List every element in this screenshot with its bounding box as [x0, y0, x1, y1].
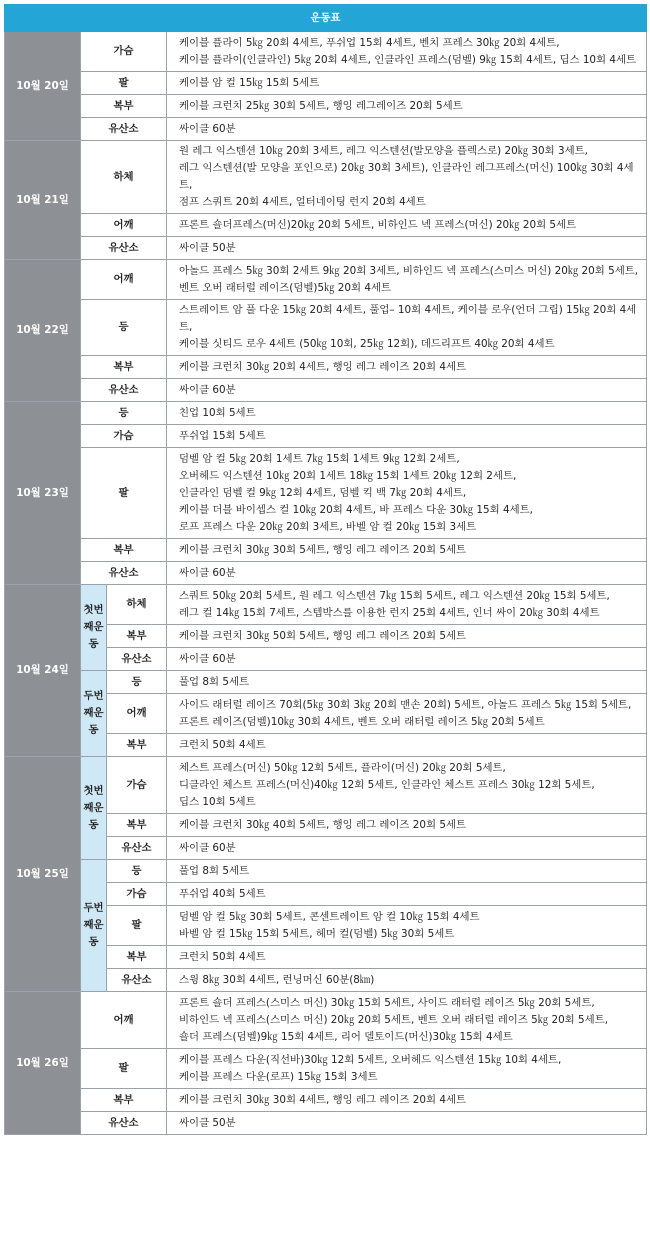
exercise-line: 덤벨 암 컬 5㎏ 30회 5세트, 콘센트레이트 암 컬 10㎏ 15회 4세트: [179, 910, 480, 923]
body-part: 팔: [107, 906, 167, 946]
exercise-cell: [167, 379, 647, 402]
exercise-line: 프론트 숄더 프레스(스미스 머신) 30㎏ 15회 5세트, 사이드 래터럴 레이즈 5㎏ 20회 5세트,: [179, 996, 595, 1009]
exercise-line: 케이블 프레스 다운(로프) 15㎏ 15회 3세트: [179, 1070, 378, 1083]
exercise-line: 로프 프레스 다운 20㎏ 20회 3세트, 바벨 암 컬 20㎏ 15회 3세트: [179, 520, 477, 533]
exercise-cell: [167, 356, 647, 379]
table-row: [5, 757, 647, 814]
exercise-line: 스쿼트 50㎏ 20회 5세트, 원 레그 익스텐션 7㎏ 15회 5세트, 레그 익스텐션 20㎏ 15회 5세트,: [179, 589, 610, 602]
exercise-line: 인클라인 덤벨 컬 9㎏ 12회 4세트, 덤벨 킥 백 7㎏ 20회 4세트,: [179, 486, 467, 499]
exercise-cell: [167, 757, 647, 814]
exercise-cell: [167, 969, 647, 992]
exercise-cell: [167, 1112, 647, 1135]
exercise-cell: [167, 946, 647, 969]
body-part: 복부: [81, 356, 167, 379]
exercise-cell: [167, 539, 647, 562]
exercise-line: 딥스 10회 5세트: [179, 795, 256, 808]
exercise-line: 오버헤드 익스텐션 10㎏ 20회 1세트 18㎏ 15회 1세트 20㎏ 12회 2세트,: [179, 469, 517, 482]
exercise-line: 체스트 프레스(머신) 50㎏ 12회 5세트, 플라이(머신) 20㎏ 20회 5세트,: [179, 761, 506, 774]
exercise-line: 케이블 플라이 5㎏ 20회 4세트, 푸쉬업 15회 4세트, 벤치 프레스 30㎏ 20회 4세트,: [179, 36, 560, 49]
body-part: 등: [81, 300, 167, 356]
exercise-line: 싸이클 60분: [179, 383, 236, 396]
body-part: 복부: [107, 734, 167, 757]
exercise-line: 푸쉬업 40회 5세트: [179, 887, 266, 900]
exercise-line: 케이블 크런치 30㎏ 30회 4세트, 행잉 레그 레이즈 20회 4세트: [179, 1093, 467, 1106]
exercise-cell: [167, 883, 647, 906]
table-row: [5, 425, 647, 448]
exercise-line: 스윙 8㎏ 30회 4세트, 런닝머신 60분(8㎞): [179, 973, 375, 986]
exercise-line: 케이블 크런치 30㎏ 40회 5세트, 행잉 레그 레이즈 20회 5세트: [179, 818, 467, 831]
body-part: 어깨: [81, 214, 167, 237]
exercise-line: 케이블 크런치 30㎏ 20회 4세트, 행잉 레그 레이즈 20회 4세트: [179, 360, 467, 373]
exercise-cell: [167, 562, 647, 585]
title-row: [5, 5, 647, 32]
exercise-line: 케이블 크런치 30㎏ 50회 5세트, 행잉 레그 레이즈 20회 5세트: [179, 629, 467, 642]
exercise-cell: [167, 694, 647, 734]
exercise-cell: [167, 906, 647, 946]
exercise-cell: [167, 448, 647, 539]
exercise-cell: [167, 118, 647, 141]
date-cell: 10월 24일: [5, 585, 81, 757]
table-row: [5, 539, 647, 562]
body-part: 어깨: [107, 694, 167, 734]
body-part: 팔: [81, 72, 167, 95]
exercise-line: 풀업 8회 5세트: [179, 864, 250, 877]
exercise-line: 케이블 싯티드 로우 4세트 (50㎏ 10회, 25㎏ 12회), 데드리프트 40㎏ 20회 4세트: [179, 338, 555, 350]
round-label: 두번째운동: [81, 671, 107, 757]
exercise-line: 사이드 래터럴 레이즈 70회(5㎏ 30회 3㎏ 20회 맨손 20회) 5세트, 아놀드 프레스 5㎏ 15회 5세트,: [179, 698, 632, 711]
table-row: [5, 237, 647, 260]
exercise-cell: [167, 814, 647, 837]
table-row: [5, 95, 647, 118]
exercise-line: 케이블 프레스 다운(직선바)30㎏ 12회 5세트, 오버헤드 익스텐션 15㎏ 10회 4세트,: [179, 1053, 562, 1066]
exercise-line: 점프 스쿼트 20회 4세트, 얼터네이팅 런지 20회 4세트: [179, 196, 426, 208]
exercise-line: 싸이클 50분: [179, 241, 236, 254]
exercise-line: 숄더 프레스(덤벨)9㎏ 15회 4세트, 리어 델토이드(머신)30㎏ 15회 4세트: [179, 1030, 513, 1043]
body-part: 팔: [81, 1049, 167, 1089]
table-row: [5, 1112, 647, 1135]
body-part: 등: [107, 860, 167, 883]
exercise-cell: [167, 300, 647, 356]
exercise-line: 싸이클 60분: [179, 122, 236, 135]
exercise-line: 크런치 50회 4세트: [179, 738, 266, 751]
exercise-line: 싸이클 50분: [179, 1116, 236, 1129]
exercise-cell: [167, 95, 647, 118]
body-part: 유산소: [81, 118, 167, 141]
body-part: 복부: [107, 625, 167, 648]
round-label: 두번째운동: [81, 860, 107, 992]
table-row: [5, 379, 647, 402]
table-row: [5, 1049, 647, 1089]
exercise-line: 케이블 암 컬 15㎏ 15회 5세트: [179, 76, 320, 89]
exercise-cell: [167, 585, 647, 625]
exercise-line: 푸쉬업 15회 5세트: [179, 429, 266, 442]
table-row: [5, 32, 647, 72]
exercise-line: 덤벨 암 컬 5㎏ 20회 1세트 7㎏ 15회 1세트 9㎏ 12회 2세트,: [179, 452, 460, 465]
table-row: [5, 671, 647, 694]
body-part: 복부: [81, 1089, 167, 1112]
date-cell: 10월 23일: [5, 402, 81, 585]
exercise-cell: [167, 425, 647, 448]
exercise-line: 풀업 8회 5세트: [179, 675, 250, 688]
date-cell: 10월 22일: [5, 260, 81, 402]
body-part: 가슴: [81, 425, 167, 448]
exercise-line: 디클라인 체스트 프레스(머신)40㎏ 12회 5세트, 인클라인 체스트 프레스 30㎏ 12회 5세트,: [179, 778, 595, 791]
exercise-cell: [167, 260, 647, 300]
exercise-line: 케이블 플라이(인클라인) 5㎏ 20회 4세트, 인클라인 프레스(덤벨) 9㎏ 15회 4세트, 딥스 10회 4세트: [179, 53, 637, 66]
body-part: 가슴: [107, 883, 167, 906]
table-row: [5, 118, 647, 141]
body-part: 복부: [107, 814, 167, 837]
round-label: 첫번째운동: [81, 757, 107, 860]
exercise-line: 싸이클 60분: [179, 566, 236, 579]
body-part: 가슴: [107, 757, 167, 814]
exercise-line: 레그 컬 14㎏ 15회 7세트, 스텝박스를 이용한 런지 25회 4세트, 인너 싸이 20㎏ 30회 4세트: [179, 606, 600, 619]
table-row: [5, 992, 647, 1049]
body-part: 팔: [81, 448, 167, 539]
exercise-cell: [167, 214, 647, 237]
body-part: 유산소: [81, 237, 167, 260]
exercise-line: 케이블 크런치 25㎏ 30회 5세트, 행잉 레그레이즈 20회 5세트: [179, 99, 463, 112]
date-cell: 10월 20일: [5, 32, 81, 141]
table-title: 운동표: [5, 5, 647, 32]
exercise-cell: [167, 992, 647, 1049]
table-row: [5, 141, 647, 214]
body-part: 유산소: [81, 562, 167, 585]
exercise-cell: [167, 32, 647, 72]
exercise-cell: [167, 671, 647, 694]
table-row: [5, 260, 647, 300]
table-row: [5, 72, 647, 95]
exercise-line: 아놀드 프레스 5㎏ 30회 2세트 9㎏ 20회 3세트, 비하인드 넥 프레스(스미스 머신) 20㎏ 20회 5세트,: [179, 264, 639, 277]
table-row: [5, 1089, 647, 1112]
body-part: 가슴: [81, 32, 167, 72]
date-cell: 10월 21일: [5, 141, 81, 260]
exercise-cell: [167, 237, 647, 260]
table-row: [5, 402, 647, 425]
table-row: [5, 448, 647, 539]
workout-table: [4, 4, 647, 1135]
exercise-cell: [167, 141, 647, 214]
table-row: [5, 585, 647, 625]
body-part: 등: [81, 402, 167, 425]
exercise-line: 케이블 더블 바이셉스 컬 10㎏ 20회 4세트, 바 프레스 다운 30㎏ 15회 4세트,: [179, 503, 533, 516]
body-part: 하체: [107, 585, 167, 625]
table-row: [5, 356, 647, 379]
exercise-cell: [167, 860, 647, 883]
round-label: 첫번째운동: [81, 585, 107, 671]
body-part: 어깨: [81, 260, 167, 300]
exercise-cell: [167, 1089, 647, 1112]
exercise-line: 레그 익스텐션(발 모양을 포인으로) 20㎏ 30회 3세트), 인클라인 레그프레스(머신) 100㎏ 30회 4세트,: [179, 162, 634, 191]
exercise-line: 친업 10회 5세트: [179, 406, 256, 419]
exercise-cell: [167, 72, 647, 95]
table-row: [5, 214, 647, 237]
exercise-line: 크런치 50회 4세트: [179, 950, 266, 963]
date-cell: 10월 26일: [5, 992, 81, 1135]
body-part: 하체: [81, 141, 167, 214]
exercise-line: 비하인드 넥 프레스(스미스 머신) 20㎏ 20회 5세트, 벤트 오버 래터럴 레이즈 5㎏ 20회 5세트,: [179, 1013, 609, 1026]
exercise-line: 벤트 오버 래터럴 레이즈(덤벨)5㎏ 20회 4세트: [179, 281, 392, 294]
exercise-line: 싸이클 60분: [179, 652, 236, 665]
body-part: 복부: [81, 539, 167, 562]
exercise-cell: [167, 625, 647, 648]
body-part: 유산소: [81, 1112, 167, 1135]
exercise-line: 프론트 숄더프레스(머신)20㎏ 20회 5세트, 비하인드 넥 프레스(머신) 20㎏ 20회 5세트: [179, 218, 577, 231]
exercise-line: 스트레이트 암 풀 다운 15㎏ 20회 4세트, 풀업– 10회 4세트, 케이블 로우(언더 그립) 15㎏ 20회 4세트,: [179, 304, 637, 333]
exercise-cell: [167, 402, 647, 425]
date-cell: 10월 25일: [5, 757, 81, 992]
table-row: [5, 860, 647, 883]
table-row: [5, 562, 647, 585]
body-part: 유산소: [107, 969, 167, 992]
exercise-line: 원 레그 익스텐션 10㎏ 20회 3세트, 레그 익스텐션(발모양을 플렉스로) 20㎏ 30회 3세트,: [179, 145, 588, 157]
body-part: 어깨: [81, 992, 167, 1049]
body-part: 유산소: [107, 648, 167, 671]
exercise-line: 싸이클 60분: [179, 841, 236, 854]
exercise-line: 프론트 레이즈(덤벨)10㎏ 30회 4세트, 벤트 오버 래터럴 레이즈 5㎏ 20회 5세트: [179, 715, 545, 728]
exercise-cell: [167, 837, 647, 860]
exercise-line: 케이블 크런치 30㎏ 30회 5세트, 행잉 레그 레이즈 20회 5세트: [179, 543, 467, 556]
body-part: 복부: [107, 946, 167, 969]
body-part: 복부: [81, 95, 167, 118]
exercise-cell: [167, 734, 647, 757]
exercise-line: 바벨 암 컬 15㎏ 15회 5세트, 헤머 컬(덤벨) 5㎏ 30회 5세트: [179, 927, 455, 940]
body-part: 등: [107, 671, 167, 694]
body-part: 유산소: [107, 837, 167, 860]
exercise-cell: [167, 1049, 647, 1089]
table-row: [5, 300, 647, 356]
exercise-cell: [167, 648, 647, 671]
body-part: 유산소: [81, 379, 167, 402]
